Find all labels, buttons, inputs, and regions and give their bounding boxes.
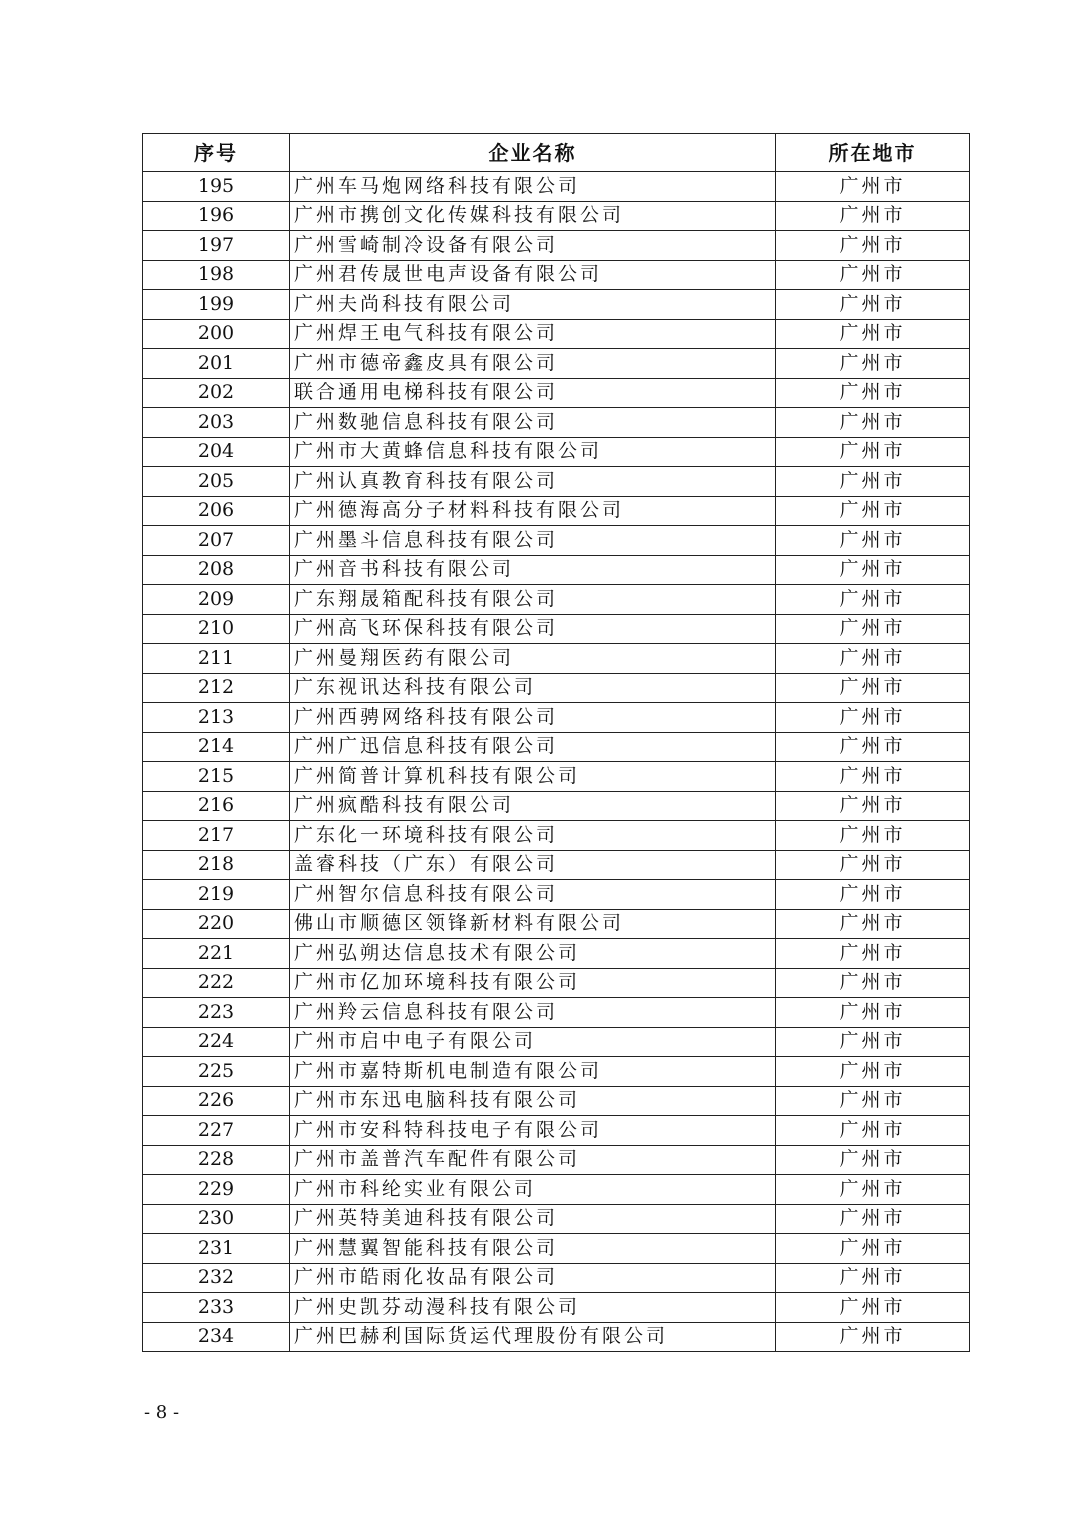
- table-row: [143, 732, 970, 762]
- row-index: 226: [143, 1086, 290, 1116]
- table-row: [143, 1057, 970, 1087]
- table-header-row: [143, 134, 970, 172]
- row-company-name: 广州简普计算机科技有限公司: [290, 762, 776, 792]
- row-city: 广州市: [776, 496, 970, 526]
- row-city: 广州市: [776, 1057, 970, 1087]
- table-row: [143, 1293, 970, 1323]
- header-city: 所在地市: [776, 134, 970, 172]
- row-index: 195: [143, 172, 290, 202]
- row-index: 210: [143, 614, 290, 644]
- row-index: 208: [143, 555, 290, 585]
- header-index: 序号: [143, 134, 290, 172]
- row-company-name: 广州广迅信息科技有限公司: [290, 732, 776, 762]
- row-city: 广州市: [776, 319, 970, 349]
- row-company-name: 联合通用电梯科技有限公司: [290, 378, 776, 408]
- row-index: 203: [143, 408, 290, 438]
- row-index: 227: [143, 1116, 290, 1146]
- row-index: 231: [143, 1234, 290, 1264]
- table-row: [143, 526, 970, 556]
- row-index: 230: [143, 1204, 290, 1234]
- row-city: 广州市: [776, 703, 970, 733]
- row-city: 广州市: [776, 555, 970, 585]
- table-row: [143, 585, 970, 615]
- row-company-name: 广东视讯达科技有限公司: [290, 673, 776, 703]
- row-company-name: 广州巴赫利国际货运代理股份有限公司: [290, 1322, 776, 1352]
- row-company-name: 广州市携创文化传媒科技有限公司: [290, 201, 776, 231]
- row-city: 广州市: [776, 349, 970, 379]
- row-city: 广州市: [776, 732, 970, 762]
- row-company-name: 广州市皓雨化妆品有限公司: [290, 1263, 776, 1293]
- table-row: [143, 1204, 970, 1234]
- table-row: [143, 1322, 970, 1352]
- row-company-name: 广州疯酷科技有限公司: [290, 791, 776, 821]
- row-company-name: 广州高飞环保科技有限公司: [290, 614, 776, 644]
- row-index: 213: [143, 703, 290, 733]
- row-company-name: 广州羚云信息科技有限公司: [290, 998, 776, 1028]
- row-company-name: 广州慧翼智能科技有限公司: [290, 1234, 776, 1264]
- table-row: [143, 172, 970, 202]
- row-company-name: 广州音书科技有限公司: [290, 555, 776, 585]
- row-city: 广州市: [776, 909, 970, 939]
- row-company-name: 广州认真教育科技有限公司: [290, 467, 776, 497]
- row-city: 广州市: [776, 1116, 970, 1146]
- row-company-name: 广州墨斗信息科技有限公司: [290, 526, 776, 556]
- row-company-name: 广州夫尚科技有限公司: [290, 290, 776, 320]
- row-index: 200: [143, 319, 290, 349]
- row-index: 204: [143, 437, 290, 467]
- row-city: 广州市: [776, 378, 970, 408]
- table-row: [143, 1263, 970, 1293]
- table-row: [143, 909, 970, 939]
- table-row: [143, 762, 970, 792]
- row-index: 201: [143, 349, 290, 379]
- enterprise-table: [142, 133, 970, 1352]
- row-index: 217: [143, 821, 290, 851]
- row-index: 223: [143, 998, 290, 1028]
- row-city: 广州市: [776, 1293, 970, 1323]
- row-city: 广州市: [776, 1175, 970, 1205]
- table-row: [143, 290, 970, 320]
- row-city: 广州市: [776, 614, 970, 644]
- table-row: [143, 1145, 970, 1175]
- row-index: 216: [143, 791, 290, 821]
- row-company-name: 广州市启中电子有限公司: [290, 1027, 776, 1057]
- table-row: [143, 555, 970, 585]
- row-city: 广州市: [776, 1322, 970, 1352]
- row-index: 221: [143, 939, 290, 969]
- row-city: 广州市: [776, 880, 970, 910]
- row-city: 广州市: [776, 290, 970, 320]
- row-city: 广州市: [776, 939, 970, 969]
- row-city: 广州市: [776, 467, 970, 497]
- row-city: 广州市: [776, 231, 970, 261]
- row-city: 广州市: [776, 1027, 970, 1057]
- row-company-name: 广州德海高分子材料科技有限公司: [290, 496, 776, 526]
- row-city: 广州市: [776, 673, 970, 703]
- row-index: 222: [143, 968, 290, 998]
- row-company-name: 广州市亿加环境科技有限公司: [290, 968, 776, 998]
- table-row: [143, 349, 970, 379]
- row-company-name: 广州西骋网络科技有限公司: [290, 703, 776, 733]
- row-index: 214: [143, 732, 290, 762]
- table-row: [143, 614, 970, 644]
- row-index: 229: [143, 1175, 290, 1205]
- row-company-name: 广州市安科特科技电子有限公司: [290, 1116, 776, 1146]
- row-company-name: 广州市大黄蜂信息科技有限公司: [290, 437, 776, 467]
- table-row: [143, 998, 970, 1028]
- table-row: [143, 1175, 970, 1205]
- row-index: 202: [143, 378, 290, 408]
- table-row: [143, 231, 970, 261]
- table-body: [143, 172, 970, 1352]
- row-city: 广州市: [776, 791, 970, 821]
- row-city: 广州市: [776, 1263, 970, 1293]
- row-city: 广州市: [776, 585, 970, 615]
- row-company-name: 广州曼翔医药有限公司: [290, 644, 776, 674]
- table-row: [143, 201, 970, 231]
- table-row: [143, 821, 970, 851]
- page-number: - 8 -: [144, 1402, 180, 1423]
- row-city: 广州市: [776, 172, 970, 202]
- row-company-name: 广州英特美迪科技有限公司: [290, 1204, 776, 1234]
- row-index: 207: [143, 526, 290, 556]
- table-row: [143, 939, 970, 969]
- row-city: 广州市: [776, 526, 970, 556]
- row-company-name: 广州雪崎制冷设备有限公司: [290, 231, 776, 261]
- table-row: [143, 791, 970, 821]
- table-row: [143, 408, 970, 438]
- row-index: 219: [143, 880, 290, 910]
- row-company-name: 盖睿科技（广东）有限公司: [290, 850, 776, 880]
- row-city: 广州市: [776, 1234, 970, 1264]
- row-company-name: 广州车马炮网络科技有限公司: [290, 172, 776, 202]
- row-company-name: 广州市东迅电脑科技有限公司: [290, 1086, 776, 1116]
- row-company-name: 广州史凯芬动漫科技有限公司: [290, 1293, 776, 1323]
- row-city: 广州市: [776, 408, 970, 438]
- table-row: [143, 260, 970, 290]
- row-company-name: 广州弘朔达信息技术有限公司: [290, 939, 776, 969]
- row-index: 215: [143, 762, 290, 792]
- row-index: 196: [143, 201, 290, 231]
- row-index: 232: [143, 1263, 290, 1293]
- row-index: 225: [143, 1057, 290, 1087]
- row-city: 广州市: [776, 850, 970, 880]
- table-row: [143, 319, 970, 349]
- row-index: 224: [143, 1027, 290, 1057]
- row-company-name: 佛山市顺德区领锋新材料有限公司: [290, 909, 776, 939]
- row-city: 广州市: [776, 260, 970, 290]
- row-index: 233: [143, 1293, 290, 1323]
- row-city: 广州市: [776, 1204, 970, 1234]
- row-company-name: 广东化一环境科技有限公司: [290, 821, 776, 851]
- row-index: 198: [143, 260, 290, 290]
- row-index: 234: [143, 1322, 290, 1352]
- row-index: 212: [143, 673, 290, 703]
- row-city: 广州市: [776, 437, 970, 467]
- table-row: [143, 703, 970, 733]
- table-row: [143, 644, 970, 674]
- row-company-name: 广州焊王电气科技有限公司: [290, 319, 776, 349]
- row-city: 广州市: [776, 1086, 970, 1116]
- table-row: [143, 467, 970, 497]
- row-company-name: 广州智尔信息科技有限公司: [290, 880, 776, 910]
- row-city: 广州市: [776, 201, 970, 231]
- row-company-name: 广州数驰信息科技有限公司: [290, 408, 776, 438]
- row-city: 广州市: [776, 998, 970, 1028]
- row-index: 205: [143, 467, 290, 497]
- row-city: 广州市: [776, 644, 970, 674]
- table-row: [143, 1086, 970, 1116]
- table-row: [143, 378, 970, 408]
- row-index: 199: [143, 290, 290, 320]
- table-row: [143, 496, 970, 526]
- table-row: [143, 880, 970, 910]
- row-company-name: 广州君传晟世电声设备有限公司: [290, 260, 776, 290]
- row-company-name: 广州市盖普汽车配件有限公司: [290, 1145, 776, 1175]
- table-row: [143, 968, 970, 998]
- row-index: 218: [143, 850, 290, 880]
- row-index: 206: [143, 496, 290, 526]
- row-index: 220: [143, 909, 290, 939]
- row-city: 广州市: [776, 968, 970, 998]
- row-company-name: 广东翔晟箱配科技有限公司: [290, 585, 776, 615]
- row-company-name: 广州市德帝鑫皮具有限公司: [290, 349, 776, 379]
- row-company-name: 广州市嘉特斯机电制造有限公司: [290, 1057, 776, 1087]
- table-row: [143, 1027, 970, 1057]
- row-company-name: 广州市科纶实业有限公司: [290, 1175, 776, 1205]
- row-index: 228: [143, 1145, 290, 1175]
- row-index: 209: [143, 585, 290, 615]
- table-row: [143, 850, 970, 880]
- row-index: 197: [143, 231, 290, 261]
- header-company-name: 企业名称: [290, 134, 776, 172]
- table-row: [143, 1116, 970, 1146]
- row-city: 广州市: [776, 1145, 970, 1175]
- row-index: 211: [143, 644, 290, 674]
- table-row: [143, 1234, 970, 1264]
- row-city: 广州市: [776, 821, 970, 851]
- table-row: [143, 673, 970, 703]
- row-city: 广州市: [776, 762, 970, 792]
- table-row: [143, 437, 970, 467]
